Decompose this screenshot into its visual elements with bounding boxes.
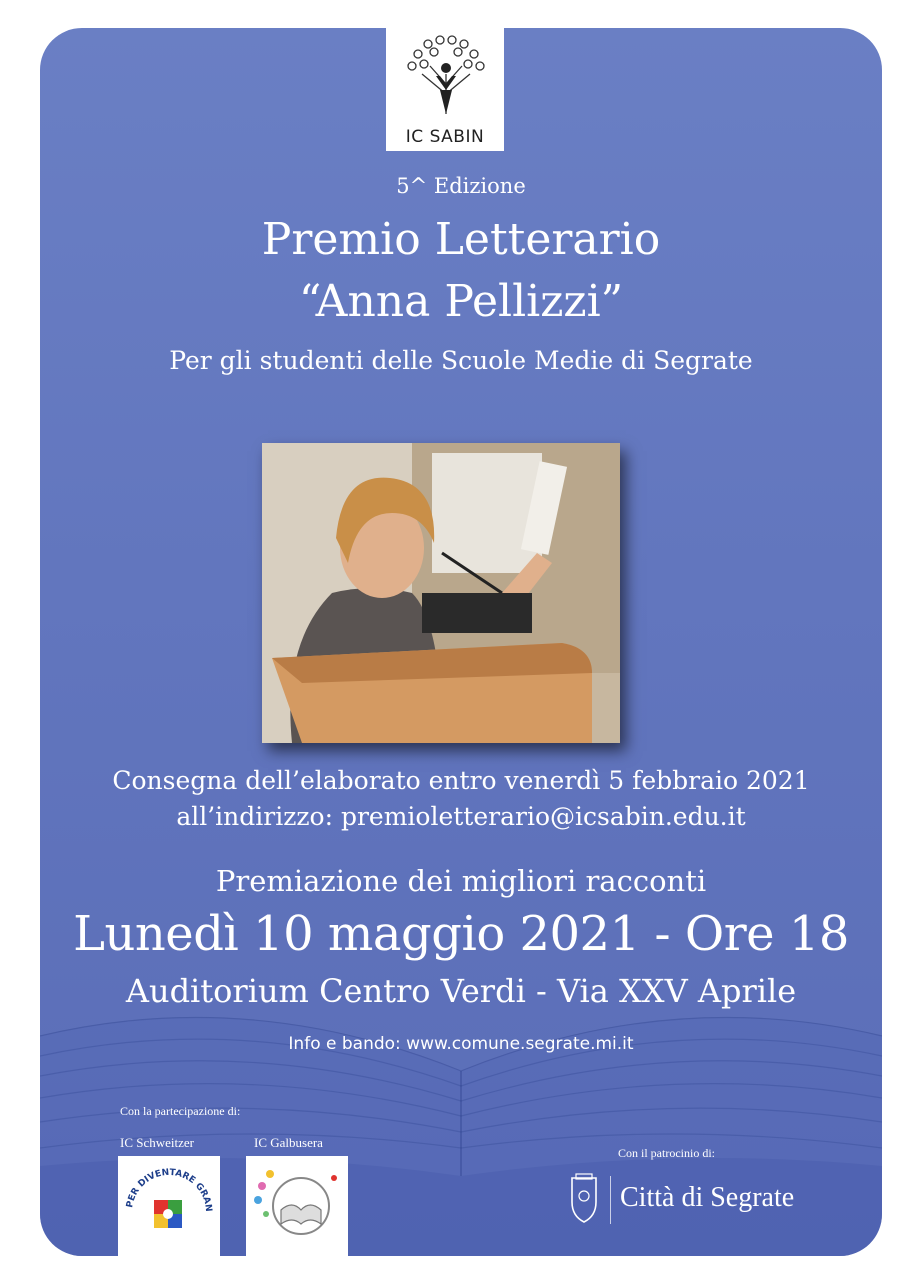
submission-deadline: Consegna dell’elaborato entro venerdì 5 febbraio 2021 xyxy=(112,766,810,795)
award-heading: Premiazione dei migliori racconti xyxy=(215,864,707,898)
speaker-at-podium-image xyxy=(262,443,620,743)
edition-label: 5^ Edizione xyxy=(396,174,526,198)
puzzle-logo-icon xyxy=(118,1156,220,1256)
citta-segrate-text: Città di Segrate xyxy=(620,1182,795,1213)
tree-person-icon xyxy=(400,34,490,120)
logo-text: IC SABIN xyxy=(405,127,485,147)
citta-segrate-logo xyxy=(564,1172,844,1228)
ic-sabin-logo xyxy=(386,28,504,151)
award-venue: Auditorium Centro Verdi - Via XXV Aprile xyxy=(125,972,797,1010)
coat-of-arms-icon xyxy=(564,1172,604,1228)
school-galbusera-label: IC Galbusera xyxy=(254,1135,323,1150)
award-date: Lunedì 10 maggio 2021 - Ore 18 xyxy=(73,906,849,962)
submission-email: all’indirizzo: premioletterario@icsabin.edu.it xyxy=(176,802,746,831)
poster xyxy=(40,28,882,1256)
schweitzer-logo xyxy=(118,1156,220,1256)
patronage-label: Con il patrocinio di: xyxy=(618,1146,715,1160)
speaker-photo xyxy=(262,443,620,743)
prize-name: “Anna Pellizzi” xyxy=(298,276,624,327)
subtitle: Per gli studenti delle Scuole Medie di Segrate xyxy=(169,346,753,375)
info-link[interactable]: Info e bando: www.comune.segrate.mi.it xyxy=(288,1034,634,1054)
svg-text:PER DIVENTARE GRANDI INSIEME: PER DIVENTARE GRAN xyxy=(125,1167,214,1213)
book-globe-logo-icon xyxy=(246,1156,348,1256)
partners-label: Con la partecipazione di: xyxy=(120,1104,241,1118)
prize-title: Premio Letterario xyxy=(261,214,661,265)
galbusera-logo xyxy=(246,1156,348,1256)
school-schweitzer-label: IC Schweitzer xyxy=(120,1135,195,1150)
logo-divider xyxy=(610,1176,611,1224)
